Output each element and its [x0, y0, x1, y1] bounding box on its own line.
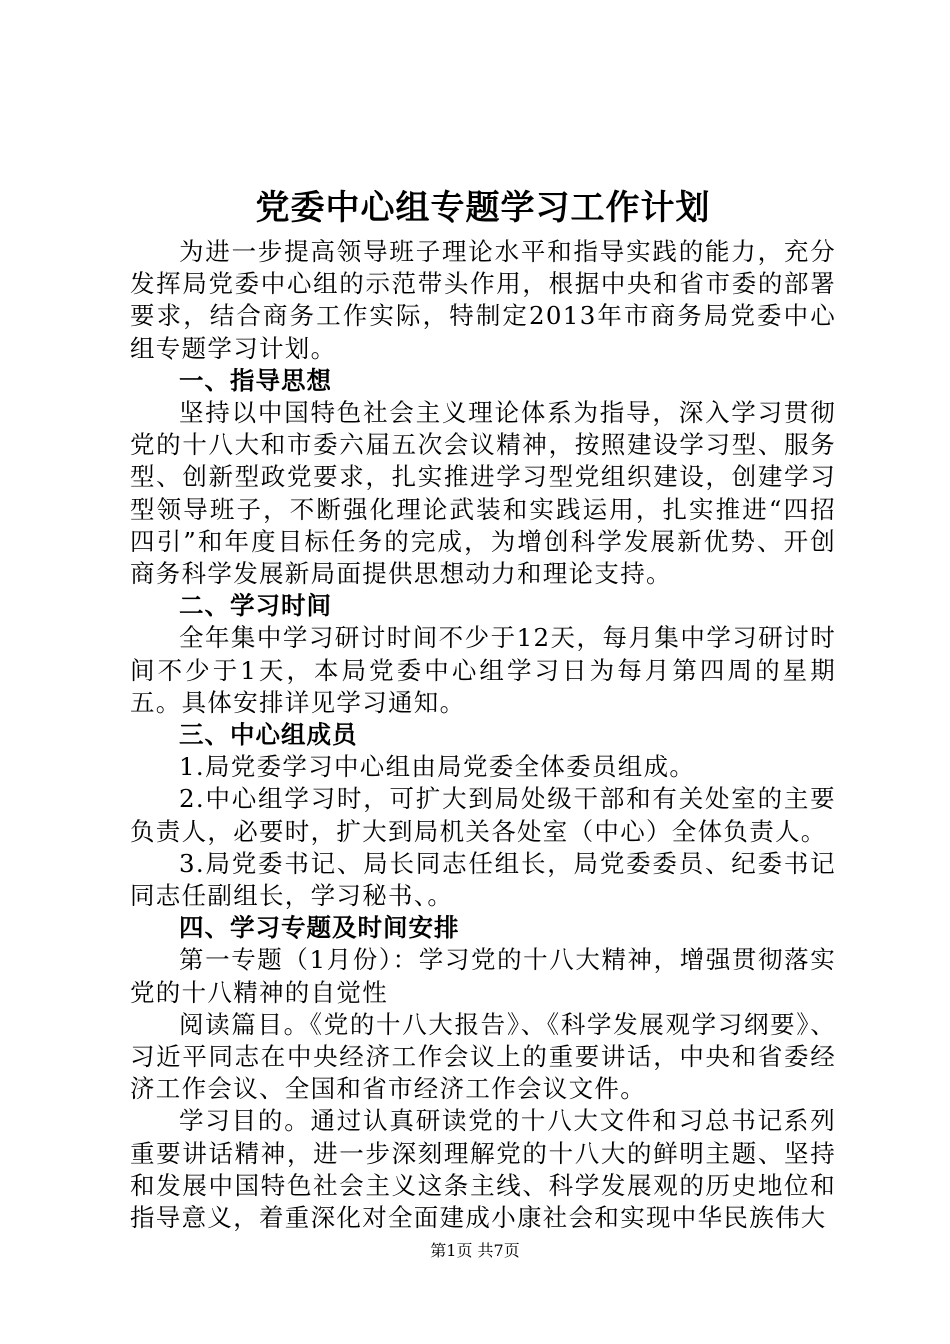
- members-item-3: 3.局党委书记、局长同志任组长，局党委委员、纪委书记同志任副组长，学习秘书、。: [130, 848, 836, 911]
- study-purpose: 学习目的。通过认真研读党的十八大文件和习总书记系列重要讲话精神，进一步深刻理解党的十八大的鲜明主题、坚持和发展中国特色社会主义这条主线、科学发展观的历史地位和指导意义，着重深化对全面建成小康社会和实现中华民族伟大: [130, 1106, 836, 1233]
- intro-paragraph: 为进一步提高领导班子理论水平和指导实践的能力，充分发挥局党委中心组的示范带头作用，根据中央和省市委的部署要求，结合商务工作实际，特制定2013年市商务局党委中心组专题学习计划。: [130, 237, 836, 363]
- topic-1: 第一专题（1月份）：学习党的十八大精神，增强贯彻落实党的十八精神的自觉性: [130, 945, 836, 1007]
- section-heading-study-time: 二、学习时间: [179, 591, 332, 621]
- members-item-1: 1.局党委学习中心组由局党委全体委员组成。: [179, 752, 696, 782]
- section-text-guiding-ideology: 坚持以中国特色社会主义理论体系为指导，深入学习贯彻党的十八大和市委六届五次会议精神，按照建设学习型、服务型、创新型政党要求，扎实推进学习型党组织建设，创建学习型领导班子，不断强化理论武装和实践运用，扎实推进“四招四引”和年度目标任务的完成，为增创科学发展新优势、开创商务科学发展新局面提供思想动力和理论支持。: [130, 398, 836, 589]
- section-heading-topics-schedule: 四、学习专题及时间安排: [179, 913, 460, 943]
- document-body: [130, 186, 836, 1234]
- section-heading-members: 三、中心组成员: [179, 720, 358, 750]
- reading-list: 阅读篇目。《党的十八大报告》、《科学发展观学习纲要》、习近平同志在中央经济工作会议上的重要讲话，中央和省委经济工作会议、全国和省市经济工作会议文件。: [130, 1009, 836, 1104]
- document-title: 党委中心组专题学习工作计划: [255, 188, 711, 228]
- page-number-footer: 第1页 共7页: [430, 1241, 520, 1260]
- section-heading-guiding-ideology: 一、指导思想: [179, 365, 332, 395]
- members-item-2: 2.中心组学习时，可扩大到局处级干部和有关处室的主要负责人，必要时，扩大到局机关各处室（中心）全体负责人。: [130, 784, 836, 846]
- section-text-study-time: 全年集中学习研讨时间不少于12天，每月集中学习研讨时间不少于1天，本局党委中心组学习日为每月第四周的星期五。具体安排详见学习通知。: [130, 623, 836, 717]
